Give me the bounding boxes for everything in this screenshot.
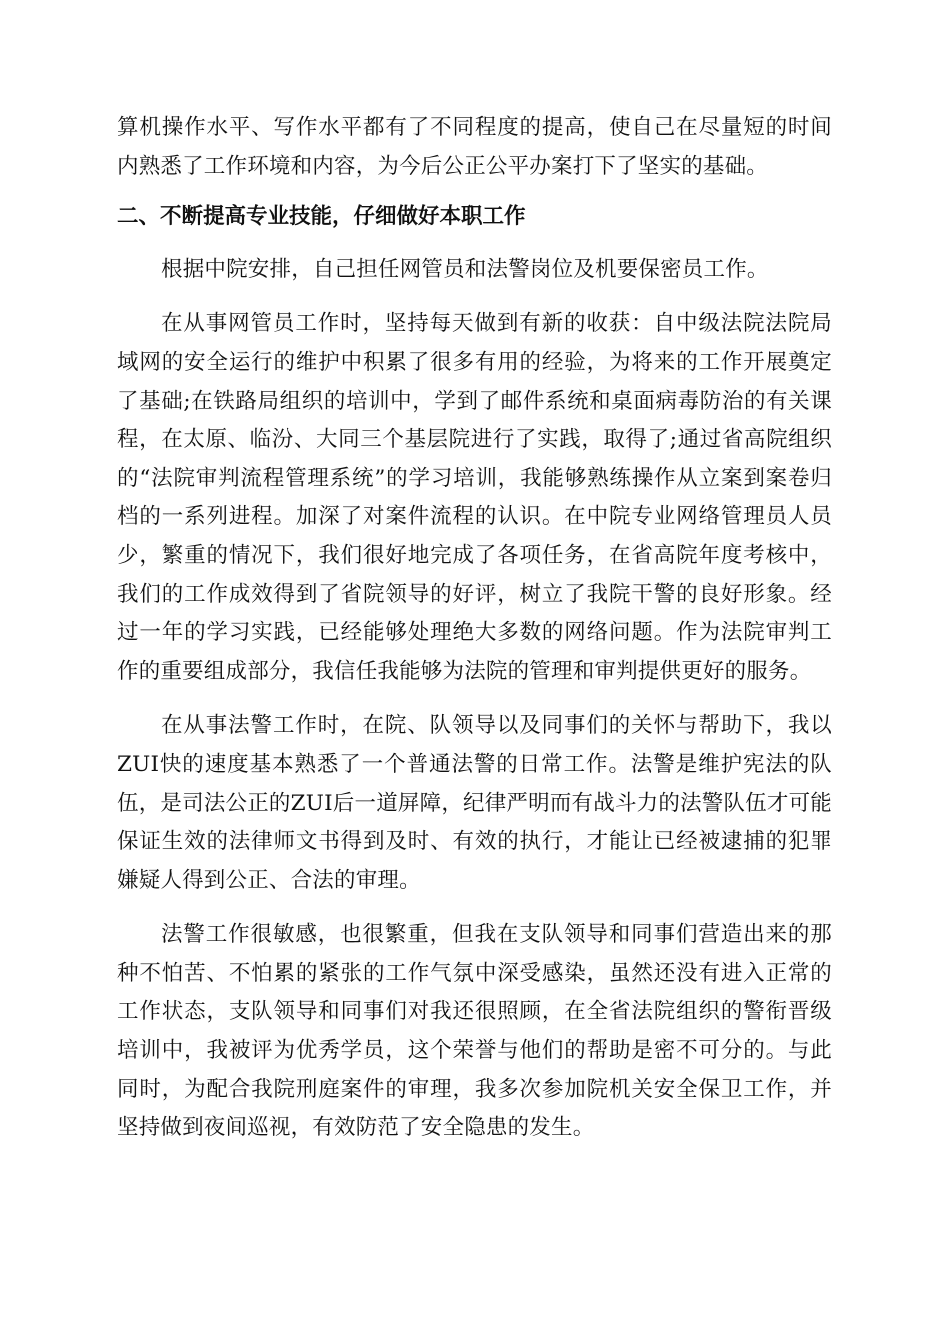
section-heading: 二、不断提高专业技能，仔细做好本职工作 — [117, 204, 526, 230]
paragraph-continued: 算机操作水平、写作水平都有了不同程度的提高，使自己在尽量短的时间内熟悉了工作环境和内容，为今后公正公平办案打下了坚实的基础。 — [117, 115, 832, 179]
paragraph-sensitive-work: 法警工作很敏感，也很繁重，但我在支队领导和同事们营造出来的那种不怕苦、不怕累的紧张的工作气氛中深受感染，虽然还没有进入正常的工作状态，支队领导和同事们对我还很照顾，在全省法院组织的警衔晋级培训中，我被评为优秀学员，这个荣誉与他们的帮助是密不可分的。与此同时，为配合我院刑庭案件的审理，我多次参加院机关安全保卫工作，并坚持做到夜间巡视，有效防范了安全隐患的发生。 — [117, 922, 832, 1141]
paragraph-court-police: 在从事法警工作时，在院、队领导以及同事们的关怀与帮助下，我以ZUI快的速度基本熟悉了一个普通法警的日常工作。法警是维护宪法的队伍，是司法公正的ZUI后一道屏障，纪律严明而有战斗力的法警队伍才可能保证生效的法律师文书得到及时、有效的执行，才能让已经被逮捕的犯罪嫌疑人得到公正、合法的审理。 — [117, 713, 832, 893]
document-body — [117, 109, 832, 1148]
paragraph-arrangement: 根据中院安排，自己担任网管员和法警岗位及机要保密员工作。 — [161, 256, 769, 282]
paragraph-network-admin: 在从事网管员工作时，坚持每天做到有新的收获：自中级法院法院局域网的安全运行的维护中积累了很多有用的经验，为将来的工作开展奠定了基础;在铁路局组织的培训中，学到了邮件系统和桌面病毒防治的有关课程，在太原、临汾、大同三个基层院进行了实践，取得了;通过省高院组织的“法院审判流程管理系统”的学习培训，我能够熟练操作从立案到案卷归档的一系列进程。加深了对案件流程的认识。在中院专业网络管理员人员少，繁重的情况下，我们很好地完成了各项任务，在省高院年度考核中，我们的工作成效得到了省院领导的好评，树立了我院干警的良好形象。经过一年的学习实践，已经能够处理绝大多数的网络问题。作为法院审判工作的重要组成部分，我信任我能够为法院的管理和审判提供更好的服务。 — [117, 311, 832, 684]
